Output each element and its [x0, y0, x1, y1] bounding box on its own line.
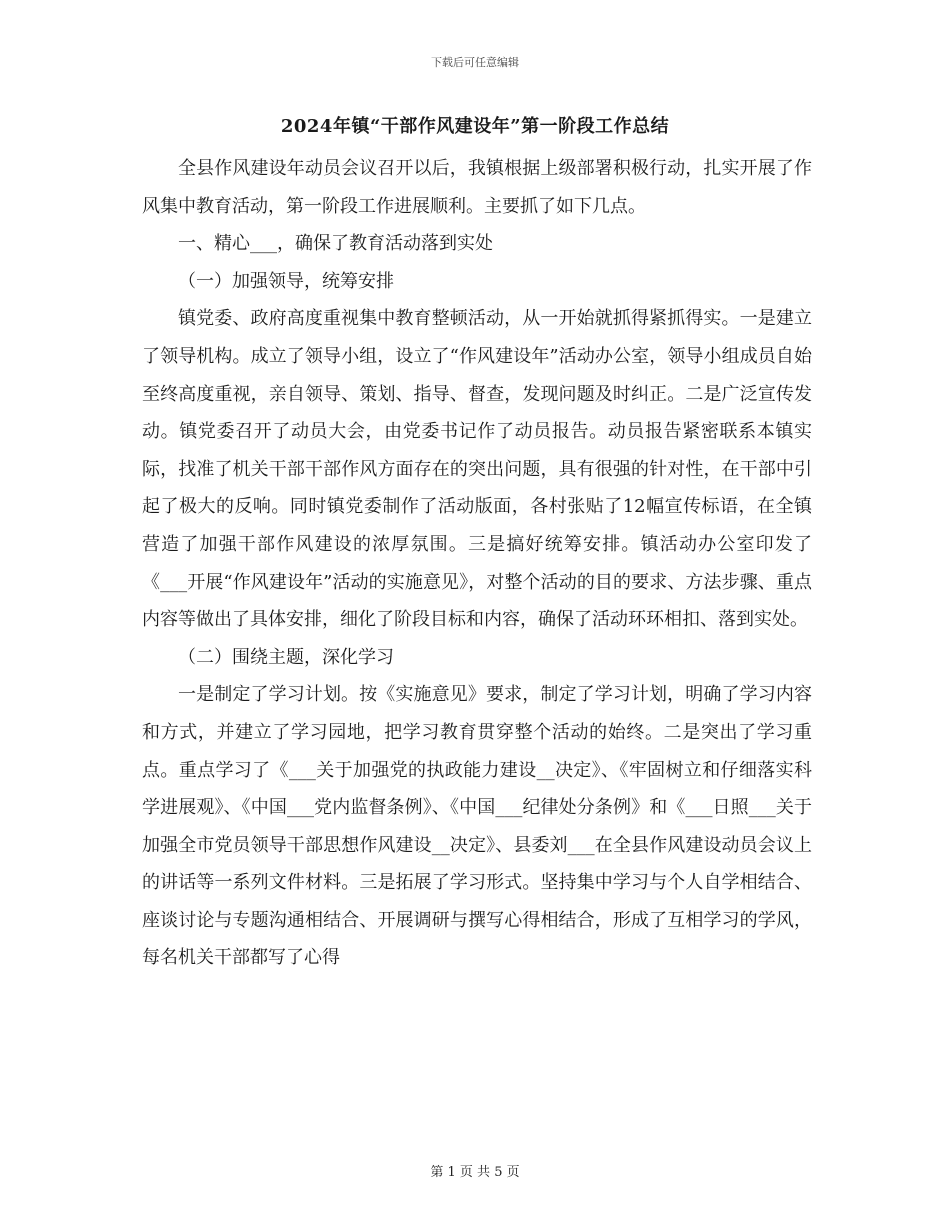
page-footer: 第 1 页 共 5 页: [430, 1165, 520, 1180]
document-body: [142, 150, 812, 977]
section-heading-1: 一、精心___，确保了教育活动落到实处: [178, 233, 493, 255]
subsection-heading-2: （二）围绕主题，深化学习: [178, 646, 394, 668]
subsection-heading-1: （一）加强领导，统筹安排: [178, 270, 394, 292]
paragraph-study: 一是制定了学习计划。按《实施意见》要求，制定了学习计划，明确了学习内容和方式，并建立了学习园地，把学习教育贯穿整个活动的始终。二是突出了学习重点。重点学习了《___关于加强党的执政能力建设__决定》、《牢固树立和仔细落实科学进展观》、《中国___党内监督条例》、《中国___纪律处分条例》和《___日照___关于加强全市党员领导干部思想作风建设__决定》、县委刘___在全县作风建设动员会议上的讲话等一系列文件材料。三是拓展了学习形式。坚持集中学习与个人自学相结合、座谈讨论与专题沟通相结合、开展调研与撰写心得相结合，形成了互相学习的学风，每名机关干部都写了心得: [142, 684, 812, 969]
document-title: 2024年镇“干部作风建设年”第一阶段工作总结: [280, 116, 670, 137]
paragraph-leadership: 镇党委、政府高度重视集中教育整顿活动，从一开始就抓得紧抓得实。一是建立了领导机构。成立了领导小组，设立了“作风建设年”活动办公室，领导小组成员自始至终高度重视，亲自领导、策划、指导、督查，发现问题及时纠正。二是广泛宣传发动。镇党委召开了动员大会，由党委书记作了动员报告。动员报告紧密联系本镇实际，找准了机关干部干部作风方面存在的突出问题，具有很强的针对性，在干部中引起了极大的反响。同时镇党委制作了活动版面，各村张贴了12幅宣传标语，在全镇营造了加强干部作风建设的浓厚氛围。三是搞好统筹安排。镇活动办公室印发了《___开展“作风建设年”活动的实施意见》，对整个活动的目的要求、方法步骤、重点内容等做出了具体安排，细化了阶段目标和内容，确保了活动环环相扣、落到实处。: [142, 308, 812, 631]
header-note: 下载后可任意编辑: [431, 56, 519, 69]
paragraph-intro: 全县作风建设年动员会议召开以后，我镇根据上级部署积极行动，扎实开展了作风集中教育活动，第一阶段工作进展顺利。主要抓了如下几点。: [142, 158, 812, 217]
